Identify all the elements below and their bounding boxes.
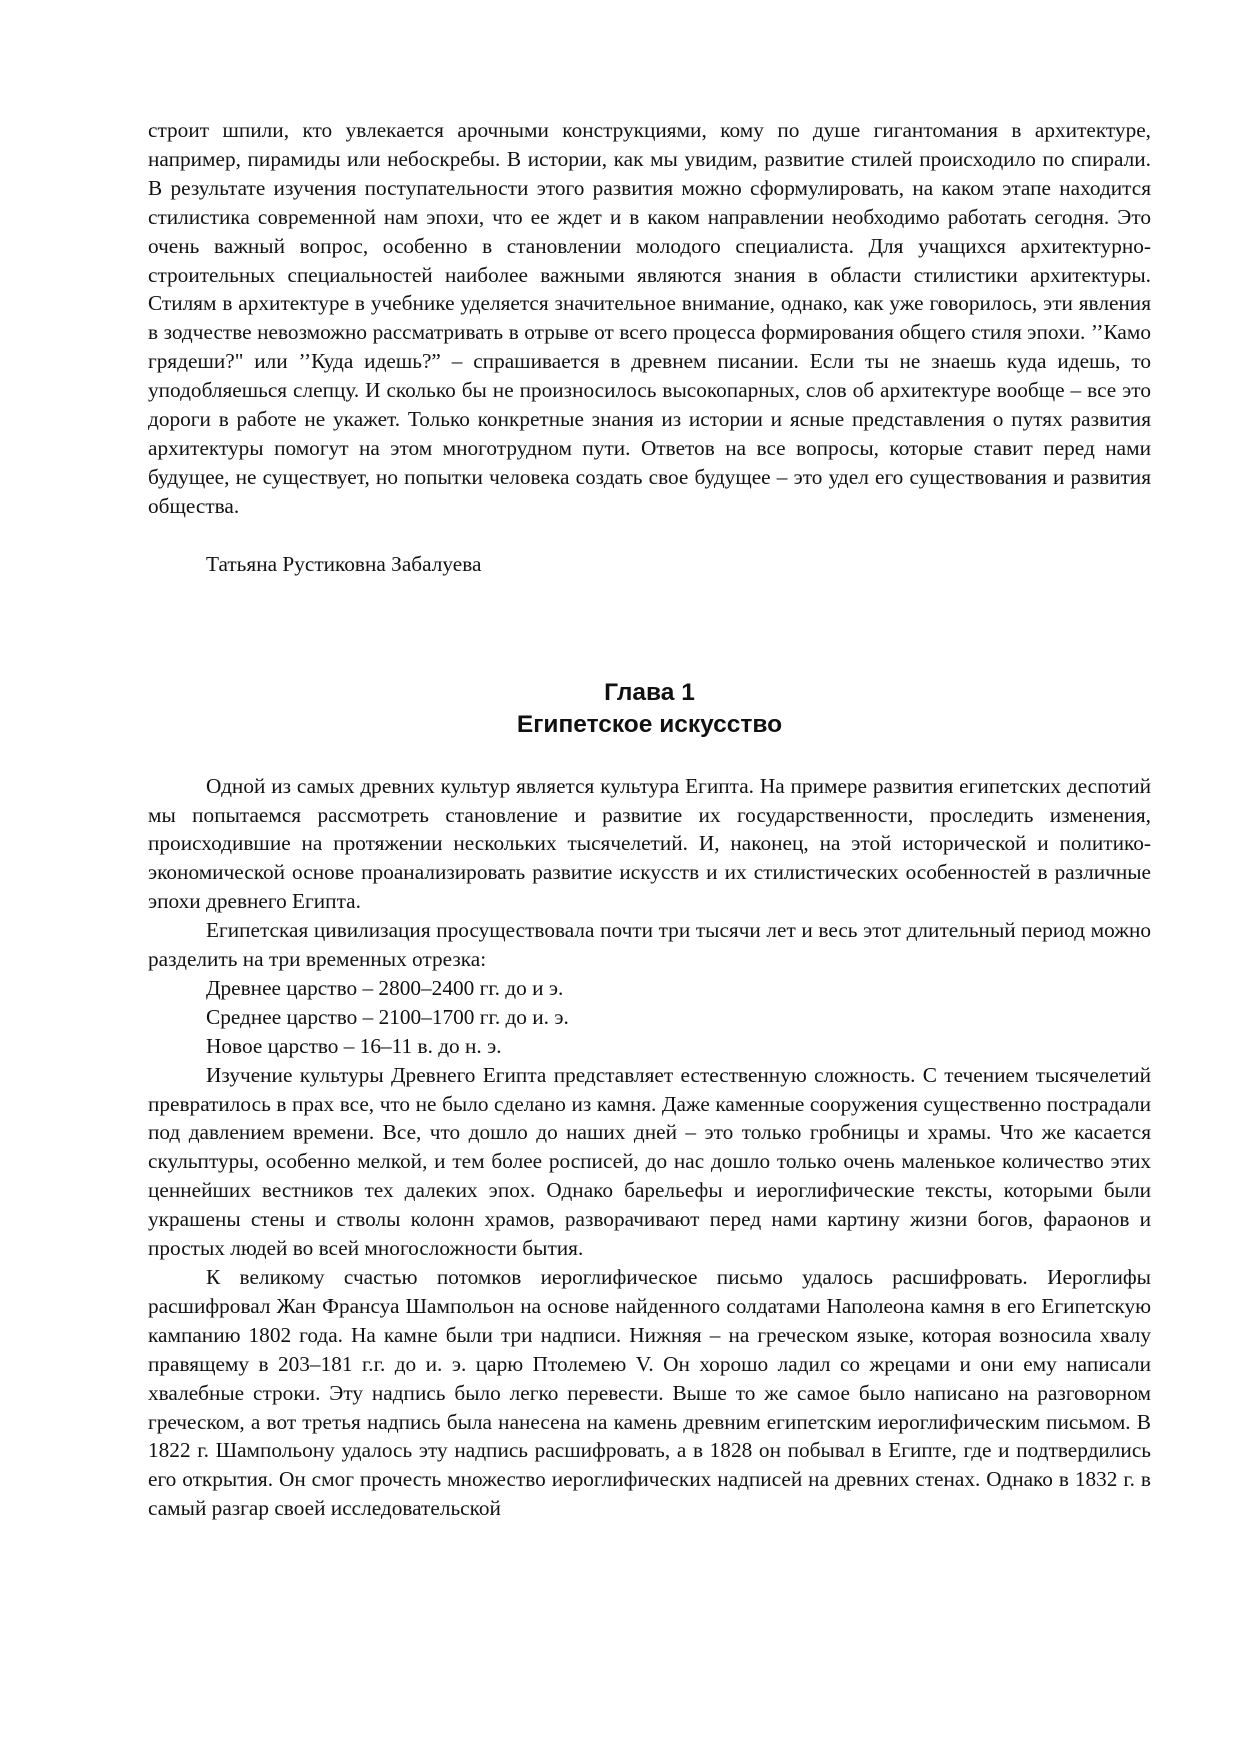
body-paragraph-1: Одной из самых древних культур является культура Египта. На примере развития египетских деспотий мы попытаемся рассмотреть становление и развитие их государственности, проследить изменения, происходившие на протяжении нескольких тысячелетий. И, наконец, на этой исторической и политико-экономической основе проанализировать развитие искусств и их стилистических особенностей в различные эпохи древнего Египта. bbox=[148, 773, 1151, 914]
body-paragraph-3: Изучение культуры Древнего Египта представляет естественную сложность. С течением тысячелетий превратилось в прах все, что не было сделано из камня. Даже каменные сооружения существенно пострадали под давлением времени. Все, что дошло до наших дней – это только гробницы и храмы. Что же касается скульптуры, особенно мелкой, и тем более росписей, до нас дошло только очень маленькое количество этих ценнейших вестников тех далеких эпох. Однако барельефы и иероглифические тексты, которыми были украшены стены и стволы колонн храмов, разворачивают перед нами картину жизни богов, фараонов и простых людей во всей многосложности бытия. bbox=[148, 1062, 1151, 1261]
body-paragraph-4: К великому счастью потомков иероглифическое письмо удалось расшифровать. Иероглифы расшифровал Жан Франсуа Шампольон на основе найденного солдатами Наполеона камня в его Египетскую кампанию 1802 года. На камне были три надписи. Нижняя – на греческом языке, которая возносила хвалу правящему в 203–181 г.г. до и. э. царю Птолемею V. Он хорошо ладил со жрецами и они ему написали хвалебные строки. Эту надпись было легко перевести. Выше то же самое было написано на разговорном греческом, а вот третья надпись была нанесена на камень древним египетским иероглифическим письмом. В 1822 г. Шампольону удалось эту надпись расшифровать, а в 1828 он побывал в Египте, где и подтвердились его открытия. Он смог прочесть множество иероглифических надписей на древних стенах. Однако в 1832 г. в самый разгар своей исследовательской bbox=[148, 1265, 1151, 1521]
period-middle-kingdom: Среднее царство – 2100–1700 гг. до и. э. bbox=[206, 1004, 569, 1029]
period-old-kingdom: Древнее царство – 2800–2400 гг. до и э. bbox=[206, 975, 564, 1000]
body-paragraph-2: Египетская цивилизация просуществовала почти три тысячи лет и весь этот длительный период можно разделить на три временных отрезка: bbox=[148, 918, 1151, 972]
document-page bbox=[148, 116, 1151, 1523]
intro-paragraph: строит шпили, кто увлекается арочными конструкциями, кому по душе гигантомания в архитектуре, например, пирамиды или небоскребы. В истории, как мы увидим, развитие стилей происходило по спирали. В результате изучения поступательности этого развития можно сформулировать, на каком этапе находится стилистика современной нам эпохи, что ее ждет и в каком направлении необходимо работать сегодня. Это очень важный вопрос, особенно в становлении молодого специалиста. Для учащихся архитектурно-строительных специальностей наиболее важными являются знания в области стилистики архитектуры. Стилям в архитектуре в учебнике уделяется значительное внимание, однако, как уже говорилось, эти явления в зодчестве невозможно рассматривать в отрыве от всего процесса формирования общего стиля эпохи. ’’Камо грядеши?" или ’’Куда идешь?” – спрашивается в древнем писании. Если ты не знаешь куда идешь, то уподобляешься слепцу. И сколько бы не произносилось высокопарных, слов об архитектуре вообще – все это дороги в работе не укажет. Только конкретные знания из истории и ясные представления о путях развития архитектуры помогут на этом многотрудном пути. Ответов на все вопросы, которые ставит перед нами будущее, не существует, но попытки человека создать свое будущее – это удел его существования и развития общества. bbox=[148, 118, 1151, 518]
chapter-title: Египетское искусство bbox=[516, 710, 783, 738]
period-new-kingdom: Новое царство – 16–11 в. до н. э. bbox=[206, 1033, 502, 1058]
chapter-heading bbox=[148, 677, 1151, 741]
author-signature: Татьяна Рустиковна Забалуева bbox=[206, 551, 482, 576]
chapter-number: Глава 1 bbox=[604, 678, 695, 706]
